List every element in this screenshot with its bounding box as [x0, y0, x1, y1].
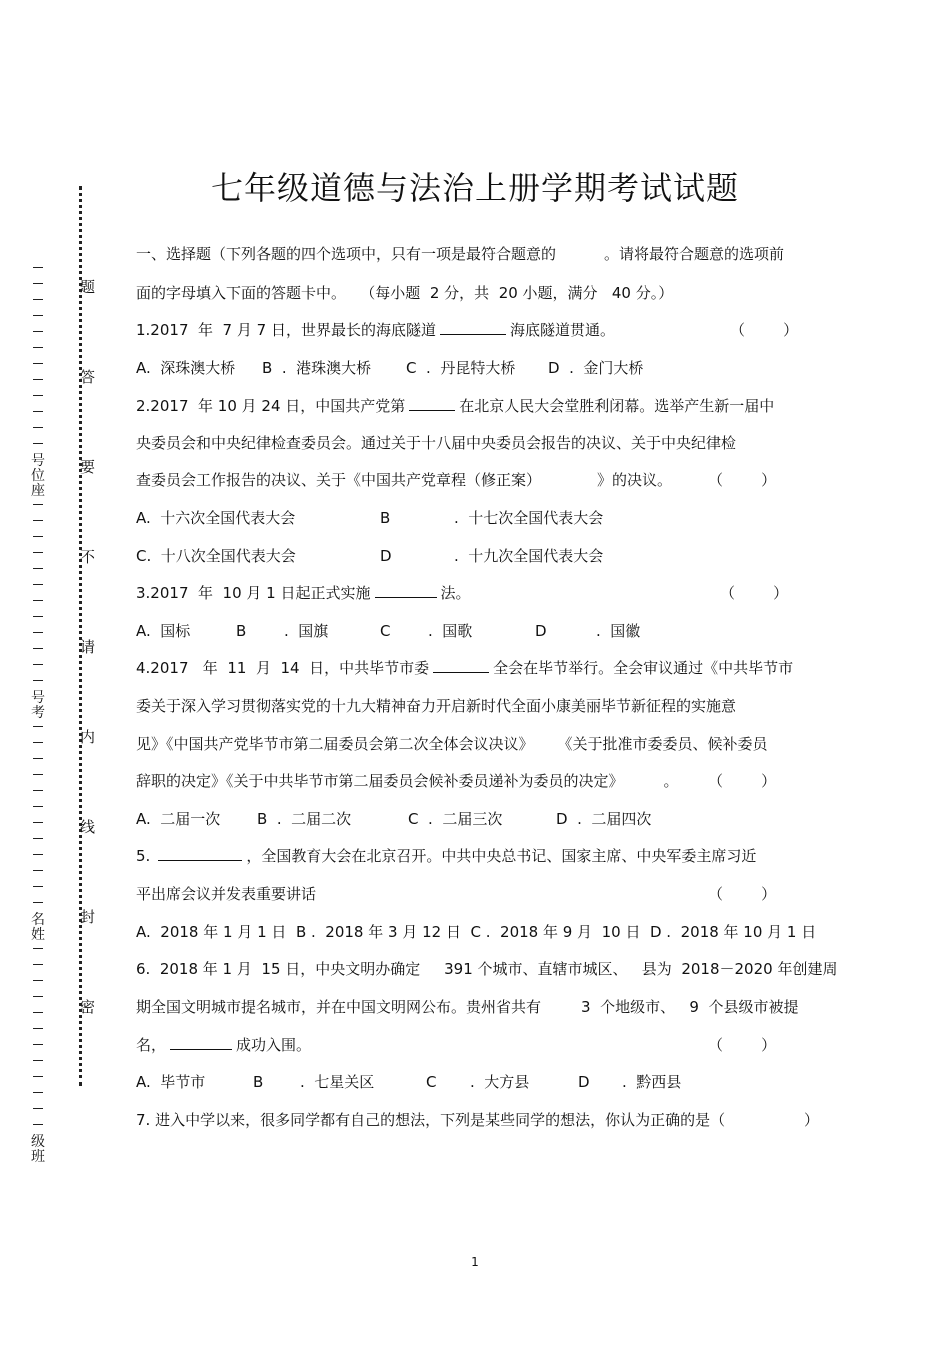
- option: A. 十六次全国代表大会: [136, 509, 296, 527]
- answer-paren: （ ）: [730, 321, 799, 339]
- option: . 国歌: [428, 622, 473, 640]
- option: B: [236, 622, 247, 640]
- seat-number-label: 号位座: [31, 453, 45, 499]
- option: D: [380, 547, 392, 565]
- seal-char: 要: [80, 458, 96, 476]
- class-label: 级班: [31, 1134, 45, 1165]
- seal-char: 答: [80, 368, 96, 386]
- option: A. 深珠澳大桥: [136, 359, 236, 377]
- option: . 国旗: [284, 622, 329, 640]
- option: B: [253, 1073, 264, 1091]
- answer-paren: （ ）: [708, 1036, 777, 1054]
- option: . 七星关区: [300, 1073, 375, 1091]
- option: D . 二届四次: [556, 810, 652, 828]
- student-info-column: [28, 262, 48, 1165]
- question-2-line: 查委员会工作报告的决议、关于《中国共产党章程（修正案） 》的决议。: [136, 471, 673, 489]
- option: C: [380, 622, 391, 640]
- option: A. 毕节市: [136, 1073, 206, 1091]
- question-4-line: 见》《中国共产党毕节市第二届委员会第二次全体会议决议》 《关于批准市委委员、候补委员: [136, 735, 768, 753]
- option: B . 二届二次: [257, 810, 352, 828]
- option: . 黔西县: [622, 1073, 682, 1091]
- option: C: [426, 1073, 437, 1091]
- answer-paren: ）: [804, 1111, 820, 1129]
- option: . 大方县: [470, 1073, 530, 1091]
- option: D: [535, 622, 547, 640]
- question-1: 1.2017 年 7 月 7 日，世界最长的海底隧道 海底隧道贯通。: [136, 321, 615, 339]
- seal-char: 内: [80, 728, 96, 746]
- option: D . 金门大桥: [548, 359, 644, 377]
- page-number: 1: [471, 1255, 479, 1269]
- question-6-line: 期全国文明城市提名城市，并在中国文明网公布。贵州省共有 3 个地级市、 9 个县级市被提: [136, 998, 799, 1016]
- option: C. 十八次全国代表大会: [136, 547, 296, 565]
- seal-char: 题: [80, 278, 96, 296]
- question-6-line: 名， 成功入围。: [136, 1036, 312, 1054]
- seal-char: 密: [80, 998, 96, 1016]
- option: C . 丹昆特大桥: [406, 359, 516, 377]
- section-instructions-2: 面的字母填入下面的答题卡中。 （每小题 2 分，共 20 小题，满分 40 分。）: [136, 284, 674, 302]
- option: C . 二届三次: [408, 810, 503, 828]
- exam-number-label: 号考: [31, 690, 45, 721]
- option: . 十九次全国代表大会: [454, 547, 604, 565]
- option: . 国徽: [596, 622, 641, 640]
- question-2: 2.2017 年 10 月 24 日，中国共产党第 在北京人民大会堂胜利闭幕。选举产生新一届中: [136, 397, 775, 415]
- section-instructions: 一、选择题（下列各题的四个选项中，只有一项是最符合题意的 。请将最符合题意的选项前: [136, 245, 785, 263]
- answer-paren: （ ）: [720, 584, 789, 602]
- question-4-line: 辞职的决定》《关于中共毕节市第二届委员会候补委员递补为委员的决定》 。: [136, 772, 679, 790]
- question-7: 7. 进入中学以来，很多同学都有自己的想法，下列是某些同学的想法，你认为正确的是（: [136, 1111, 726, 1129]
- question-5-line: 平出席会议并发表重要讲话: [136, 885, 317, 903]
- option: A. 国标: [136, 622, 191, 640]
- question-5: 5. ，全国教育大会在北京召开。中共中央总书记、国家主席、中央军委主席习近: [136, 847, 757, 865]
- question-2-line: 央委员会和中央纪律检查委员会。通过关于十八届中央委员会报告的决议、关于中央纪律检: [136, 434, 737, 452]
- seal-char: 不: [80, 548, 96, 566]
- seal-char: 封: [80, 908, 96, 926]
- answer-paren: （ ）: [708, 471, 777, 489]
- seal-char: 请: [80, 638, 96, 656]
- option: B . 港珠澳大桥: [262, 359, 372, 377]
- option: D: [578, 1073, 590, 1091]
- question-6: 6. 2018 年 1 月 15 日，中央文明办确定 391 个城市、直辖市城区、 县为 2018－2020 年创建周: [136, 960, 838, 978]
- option: A. 二届一次: [136, 810, 221, 828]
- question-4: 4.2017 年 11 月 14 日，中共毕节市委 全会在毕节举行。全会审议通过《中共毕节市: [136, 659, 794, 677]
- answer-paren: （ ）: [708, 772, 777, 790]
- option: B: [380, 509, 391, 527]
- option: A. 2018 年 1 月 1 日 B . 2018 年 3 月 12 日 C . 2018 年 9 月 10 日 D . 2018 年 10 月 1 日: [136, 923, 817, 941]
- seal-char: 线: [80, 818, 96, 836]
- answer-paren: （ ）: [708, 885, 777, 903]
- question-4-line: 委关于深入学习贯彻落实党的十九大精神奋力开启新时代全面小康美丽毕节新征程的实施意: [136, 697, 737, 715]
- question-3: 3.2017 年 10 月 1 日起正式实施 法。: [136, 584, 471, 602]
- option: . 十七次全国代表大会: [454, 509, 604, 527]
- name-label: 名姓: [31, 912, 45, 943]
- page-title: 七年级道德与法治上册学期考试试题: [210, 169, 739, 207]
